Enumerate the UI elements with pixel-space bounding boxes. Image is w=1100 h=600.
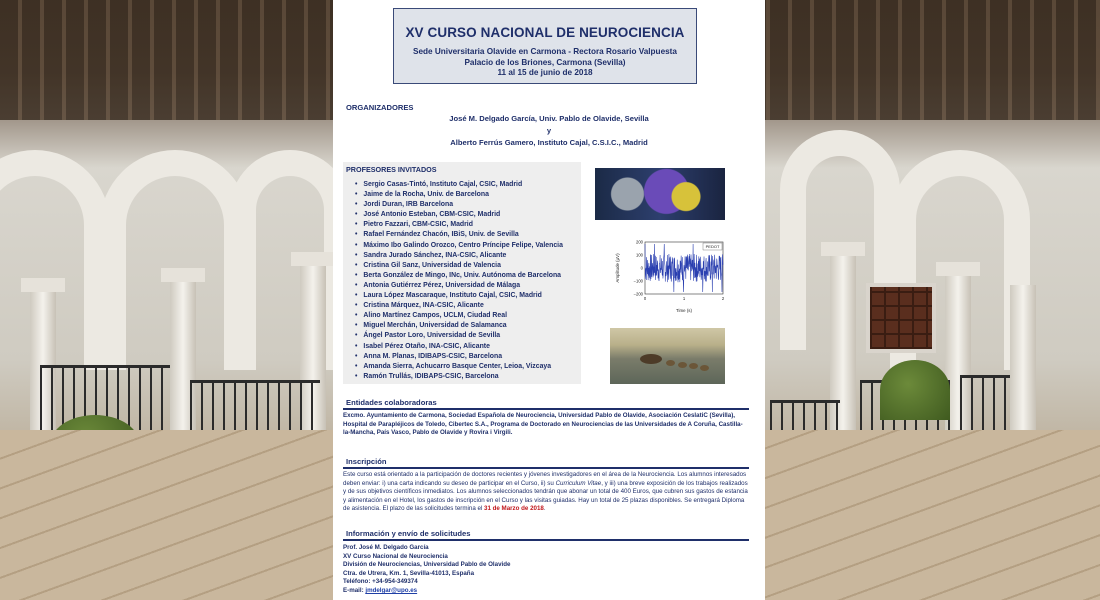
list-item: • Máximo Ibo Galindo Orozco, Centro Príncipe Felipe, Valencia xyxy=(355,241,563,251)
venue xyxy=(394,47,696,79)
x-axis-label: Time (s) xyxy=(676,308,692,313)
list-item: • Jordi Duran, IRB Barcelona xyxy=(355,200,563,210)
list-item: • Anna M. Planas, IDIBAPS-CSIC, Barcelona xyxy=(355,352,563,362)
professors-panel xyxy=(343,162,581,384)
venue-line: Sede Universitaria Olavide en Carmona - Rectora Rosario Valpuesta xyxy=(413,47,677,56)
column-capital xyxy=(21,278,65,292)
course-dates: 11 al 15 de junio de 2018 xyxy=(497,68,593,77)
list-item: • Isabel Pérez Otaño, INA-CSIC, Alicante xyxy=(355,342,563,352)
contact-line: XV Curso Nacional de Neurociencia xyxy=(343,552,448,560)
column-capital xyxy=(291,252,335,266)
inscription-text-part: , y iii) una breve exposición de los trabajos realizados y de sus objetivos científicos inmediatos. Los alumnos seleccionados tendrán que abonar un total de 400 Euros, que cubren sus gastos de estancia y alimentación en el Hotel, los gastos de inscripción en el Curso y las visitas guiadas. Hay un total de 25 plazas disponibles. Se entregará Diploma de asistencia. El plazo de las solicitudes termina el xyxy=(343,479,748,513)
list-item: • Sandra Jurado Sánchez, INA-CSIC, Alicante xyxy=(355,251,563,261)
duckling xyxy=(678,362,687,368)
list-item: • Cristina Márquez, INA-CSIC, Alicante xyxy=(355,301,563,311)
window xyxy=(866,283,936,353)
duckling xyxy=(689,363,698,369)
list-item: • Jaime de la Rocha, Univ. de Barcelona xyxy=(355,190,563,200)
y-tick-label: −200 xyxy=(633,291,643,297)
x-tick-labels xyxy=(644,296,725,301)
title-box xyxy=(393,8,697,84)
inscription-heading: Inscripción xyxy=(346,457,387,466)
y-axis-label: Amplitude (µV) xyxy=(615,253,620,283)
list-item: • Pietro Fazzari, CBM-CSIC, Madrid xyxy=(355,220,563,230)
contact-block xyxy=(343,544,749,596)
duckling xyxy=(700,365,709,371)
email-label: E-mail: xyxy=(343,586,366,594)
list-item: • Antonia Gutiérrez Pérez, Universidad de Málaga xyxy=(355,281,563,291)
column-capital xyxy=(161,268,205,282)
contact-line: Prof. José M. Delgado García xyxy=(343,544,429,551)
list-item: • Ángel Pastor Loro, Universidad de Sevilla xyxy=(355,331,563,341)
list-item: • Laura López Mascaraque, Instituto Cajal, CSIC, Madrid xyxy=(355,291,563,301)
duck xyxy=(640,354,662,364)
column xyxy=(1010,285,1036,445)
column-capital xyxy=(936,262,980,276)
column-capital xyxy=(821,242,865,256)
entities-heading: Entidades colaboradoras xyxy=(346,398,437,407)
deadline-date: 31 de Marzo de 2018 xyxy=(484,505,544,513)
y-tick-label: −100 xyxy=(633,278,643,284)
x-tick-label: 2 xyxy=(721,296,725,301)
list-item: • Amanda Sierra, Achucarro Basque Center, Leioa, Vizcaya xyxy=(355,362,563,372)
inscription-text-part: Este curso está orientado a la participación de doctores recientes y jóvenes investigadores en el área de la Neurociencia. Los alumnos interesados deben enviar: i) una carta indicando su deseo de participar en el Curso, ii) su xyxy=(343,471,747,487)
email-link[interactable]: jmdelgar@upo.es xyxy=(365,586,418,594)
inscription-text-end: . xyxy=(543,505,546,513)
y-tick-label: 0 xyxy=(640,265,643,271)
professors-list xyxy=(355,180,563,382)
y-tick-label: 100 xyxy=(636,252,643,258)
y-tick-label: 200 xyxy=(636,239,643,245)
list-item: • José Antonio Esteban, CBM-CSIC, Madrid xyxy=(355,210,563,220)
list-item: • Sergio Casas-Tintó, Instituto Cajal, CSIC, Madrid xyxy=(355,180,563,190)
venue-line: Palacio de los Briones, Carmona (Sevilla) xyxy=(464,57,626,67)
contact-heading: Información y envío de solicitudes xyxy=(346,529,471,538)
neuroscience-illustration xyxy=(595,168,725,220)
list-item: • Rafael Fernández Chacón, IBiS, Univ. de Sevilla xyxy=(355,230,563,240)
list-item: • Alino Martínez Campos, UCLM, Ciudad Real xyxy=(355,311,563,321)
contact-line: Ctra. de Utrera, Km. 1, Sevilla-41013, España xyxy=(343,569,475,577)
contact-email-line xyxy=(343,587,749,596)
ducks-photo xyxy=(610,328,725,384)
divider xyxy=(343,408,749,410)
organizers-heading: ORGANIZADORES xyxy=(346,103,414,112)
x-tick-label: 0 xyxy=(643,296,647,301)
poster xyxy=(333,0,765,600)
divider xyxy=(343,467,749,469)
y-tick-labels xyxy=(634,240,644,297)
contact-line: Teléfono: +34-954-349374 xyxy=(343,578,418,586)
x-tick-label: 1 xyxy=(682,296,686,301)
organizer-1: José M. Delgado García, Univ. Pablo de Olavide, Sevilla xyxy=(449,114,649,123)
inscription-text xyxy=(343,471,749,514)
duckling xyxy=(666,360,675,366)
plants xyxy=(880,360,950,420)
eeg-chart xyxy=(607,238,727,316)
professors-heading: PROFESORES INVITADOS xyxy=(346,165,437,174)
organizer-conjunction: y xyxy=(546,126,552,135)
inscription-text-italic: Curriculum Vitae xyxy=(555,479,602,487)
list-item: • Berta González de Mingo, INc, Univ. Autónoma de Barcelona xyxy=(355,271,563,281)
entities-text: Excmo. Ayuntamiento de Carmona, Sociedad Española de Neurociencia, Universidad Pablo de Olavide, Asociación CeslatiC (Sevilla), Hospital de Parapléjicos de Toledo, Cibertec S.A., Programa de Doctorado en Neurociencias de las Universidades de A Coruña, Castilla-la-Mancha, País Vasco, Pablo de Olavide y Rovira i Virgili. xyxy=(343,412,743,437)
page-title: XV CURSO NACIONAL DE NEUROCIENCIA xyxy=(405,25,685,40)
list-item: • Cristina Gil Sanz, Universidad de Valencia xyxy=(355,261,563,271)
list-item: • Miguel Merchán, Universidad de Salamanca xyxy=(355,321,563,331)
divider xyxy=(343,539,749,541)
contact-line: División de Neurociencias, Universidad Pablo de Olavide xyxy=(343,561,511,569)
organizer-2: Alberto Ferrús Gamero, Instituto Cajal, C.S.I.C., Madrid xyxy=(450,138,648,147)
list-item: • Ramón Trullás, IDIBAPS-CSIC, Barcelona xyxy=(355,372,563,382)
legend-label: PEDOT xyxy=(705,244,720,249)
